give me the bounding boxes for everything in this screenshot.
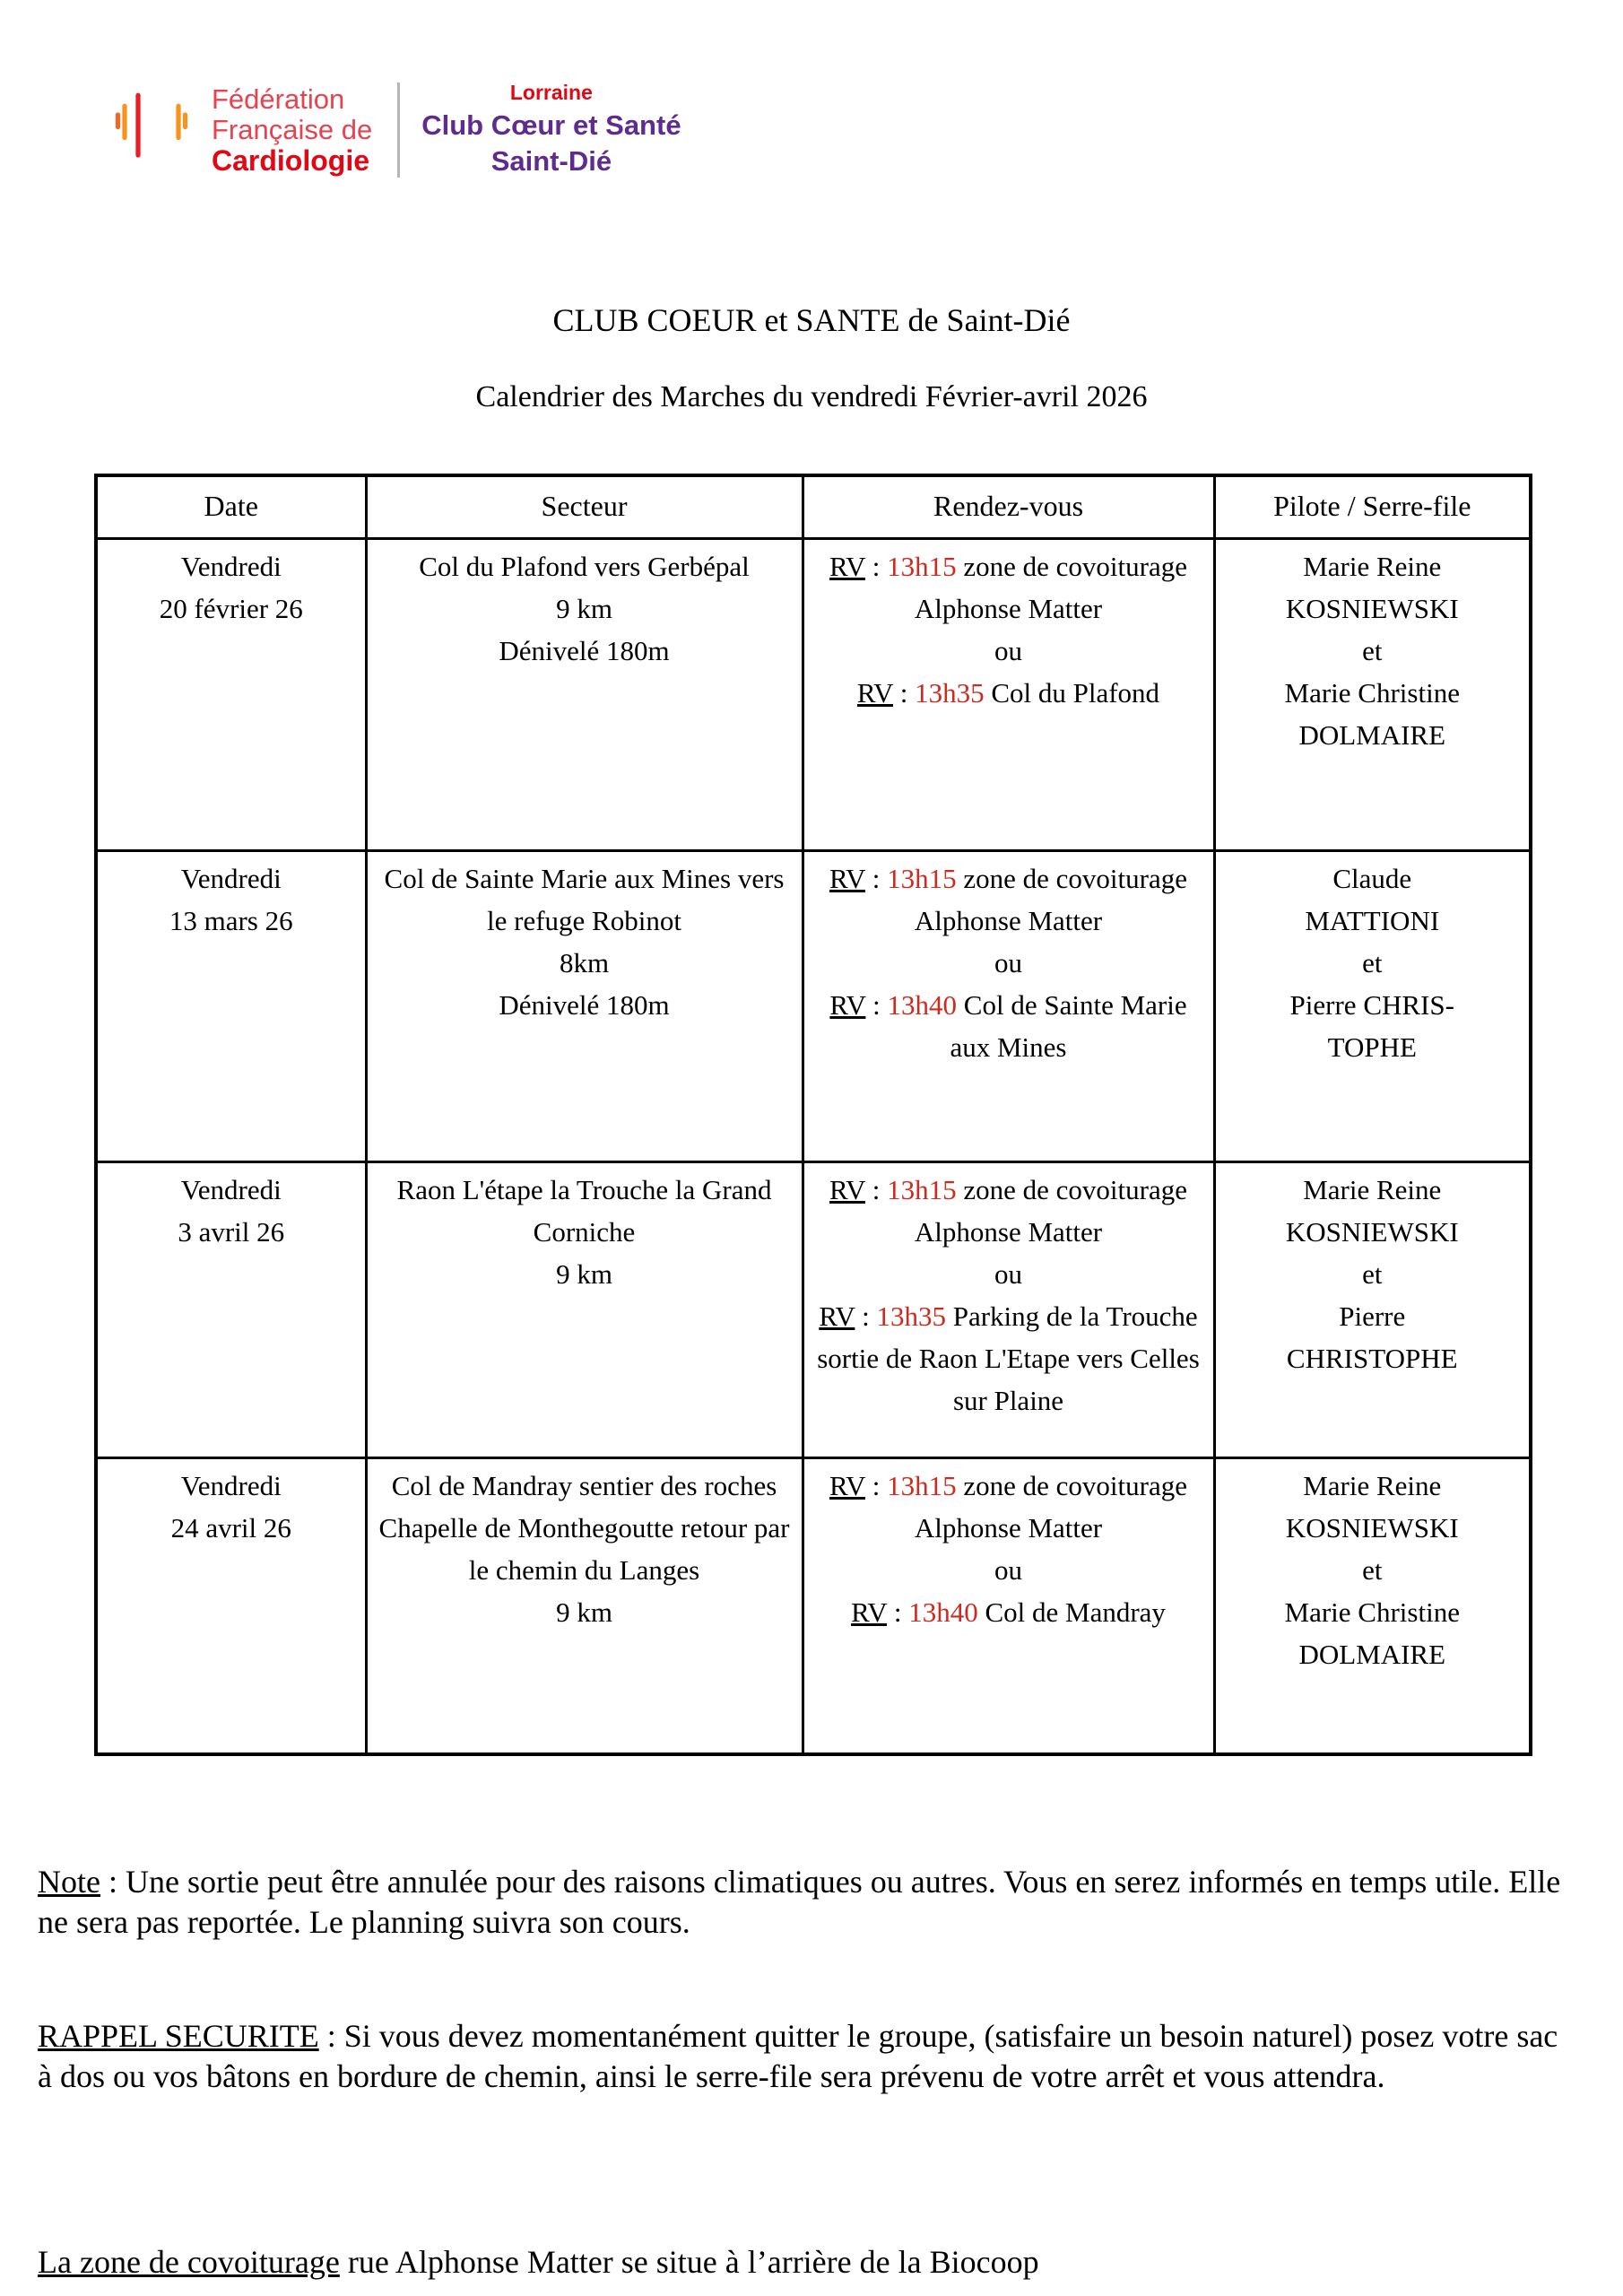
- rappel-securite-paragraph: [38, 2016, 1569, 2097]
- rendezvous-option-1: [812, 1169, 1206, 1253]
- rv-place: zone de covoiturage Alphonse Matter: [914, 551, 1187, 624]
- rv-time: 13h15: [887, 863, 957, 894]
- pilote-line: et: [1362, 1258, 1383, 1290]
- rv-place: Col du Plafond: [984, 677, 1160, 709]
- rendezvous-or: ou: [994, 635, 1022, 666]
- rv-label: RV: [829, 1174, 866, 1205]
- rendezvous-option-1: [812, 857, 1206, 942]
- pilote-line: DOLMAIRE: [1298, 719, 1446, 751]
- rendezvous-option-2: [812, 672, 1206, 714]
- secteur-line: Dénivelé 180m: [499, 989, 670, 1021]
- rendezvous-or: ou: [994, 1554, 1022, 1586]
- pilote-line: Marie Reine: [1303, 1174, 1442, 1205]
- date-cell: [96, 851, 366, 1162]
- secteur-line: Raon L'étape la Trouche la Grand Corniche: [396, 1174, 772, 1248]
- federation-line1: Fédération: [212, 83, 345, 115]
- secteur-line: Chapelle de Monthegoutte retour par le chemin du Langes: [378, 1512, 790, 1586]
- table-header-row: [96, 475, 1531, 539]
- rappel-sep: :: [318, 2018, 344, 2054]
- date-line: 13 mars 26: [169, 905, 293, 936]
- pilote-line: Marie Reine: [1303, 551, 1442, 582]
- page-title: CLUB COEUR et SANTE de Saint-Dié: [552, 302, 1071, 338]
- table-row: [96, 539, 1531, 851]
- rendezvous-option-2: [812, 1295, 1206, 1422]
- header-rendezvous: Rendez-vous: [803, 475, 1214, 539]
- pilote-line: KOSNIEWSKI: [1285, 1216, 1459, 1248]
- rv-colon: :: [892, 677, 916, 709]
- rendezvous-or: ou: [994, 1258, 1022, 1290]
- pilote-cell: [1214, 1162, 1531, 1458]
- page-subtitle: Calendrier des Marches du vendredi Février-avril 2026: [475, 380, 1148, 413]
- rv-colon: :: [865, 989, 888, 1021]
- date-line: Vendredi: [180, 863, 282, 894]
- federation-line3: Cardiologie: [212, 144, 370, 178]
- pilote-line: DOLMAIRE: [1298, 1639, 1446, 1670]
- header-date: Date: [96, 475, 366, 539]
- table-row: [96, 1458, 1531, 1754]
- secteur-cell: [366, 851, 803, 1162]
- pilote-cell: [1214, 851, 1531, 1162]
- rendezvous-option-1: [812, 1465, 1206, 1549]
- pilote-line: et: [1362, 635, 1383, 666]
- note-paragraph: [38, 1862, 1569, 1943]
- rv-time: 13h15: [887, 1470, 957, 1501]
- rv-time: 13h35: [915, 677, 985, 709]
- note-label: Note: [38, 1864, 100, 1900]
- rv-time: 13h40: [908, 1596, 978, 1628]
- pilote-line: Marie Christine: [1284, 677, 1460, 709]
- rv-colon: :: [865, 551, 888, 582]
- rv-place: zone de covoiturage Alphonse Matter: [914, 1174, 1187, 1248]
- pilote-line: KOSNIEWSKI: [1285, 593, 1459, 624]
- rendezvous-cell: [803, 1162, 1214, 1458]
- rv-label: RV: [829, 863, 866, 894]
- rv-colon: :: [855, 1300, 877, 1332]
- note-text: Une sortie peut être annulée pour des raisons climatiques ou autres. Vous en serez informés en temps utile. Elle ne sera pas reportée. Le planning suivra son cours.: [38, 1864, 1561, 1940]
- rv-label: RV: [851, 1596, 888, 1628]
- secteur-cell: [366, 539, 803, 851]
- date-line: Vendredi: [180, 551, 282, 582]
- zone-label: La zone de covoiturage: [38, 2244, 340, 2280]
- zone-text: rue Alphonse Matter se situe à l’arrière de la Biocoop: [339, 2244, 1039, 2280]
- rendezvous-cell: [803, 851, 1214, 1162]
- rv-colon: :: [865, 863, 888, 894]
- date-line: 3 avril 26: [178, 1216, 285, 1248]
- secteur-line: Col de Sainte Marie aux Mines vers le refuge Robinot: [384, 863, 785, 936]
- pilote-line: et: [1362, 947, 1383, 978]
- rv-colon: :: [865, 1470, 888, 1501]
- secteur-line: Col du Plafond vers Gerbépal: [419, 551, 750, 582]
- club-region: Lorraine: [509, 81, 593, 104]
- pilote-line: TOPHE: [1327, 1031, 1417, 1063]
- note-sep: :: [100, 1864, 126, 1900]
- rendezvous-option-2: [812, 984, 1206, 1068]
- rappel-text: Si vous devez momentanément quitter le groupe, (satisfaire un besoin naturel) posez votre sac à dos ou vos bâtons en bordure de chemin, ainsi le serre-file sera prévenu de votre arrêt et vous attendra.: [38, 2018, 1558, 2094]
- date-cell: [96, 1162, 366, 1458]
- logo-divider: [397, 83, 400, 178]
- pilote-line: Pierre CHRIS-: [1289, 989, 1454, 1021]
- pilote-line: et: [1362, 1554, 1383, 1586]
- rv-label: RV: [829, 989, 866, 1021]
- rendezvous-option-2: [812, 1591, 1206, 1633]
- calendar-table: [94, 474, 1532, 1756]
- rv-place: Col de Sainte Marie aux Mines: [950, 989, 1187, 1063]
- secteur-line: 8km: [559, 947, 610, 978]
- header-pilote: Pilote / Serre-file: [1214, 475, 1531, 539]
- pilote-line: CHRISTOPHE: [1286, 1343, 1458, 1374]
- rv-place: Parking de la Trouche sortie de Raon L'Etape vers Celles sur Plaine: [817, 1300, 1200, 1416]
- federation-wordmark: [212, 84, 372, 177]
- pilote-line: Marie Christine: [1284, 1596, 1460, 1628]
- pilote-line: Marie Reine: [1303, 1470, 1442, 1501]
- rv-time: 13h35: [876, 1300, 946, 1332]
- date-line: 24 avril 26: [170, 1512, 291, 1544]
- rv-place: zone de covoiturage Alphonse Matter: [914, 1470, 1187, 1544]
- secteur-line: 9 km: [556, 593, 612, 624]
- pilote-cell: [1214, 1458, 1531, 1754]
- club-wordmark: [421, 81, 681, 180]
- rv-colon: :: [887, 1596, 909, 1628]
- pilote-line: MATTIONI: [1305, 905, 1440, 936]
- rv-time: 13h15: [887, 551, 957, 582]
- pilote-line: Pierre: [1339, 1300, 1406, 1332]
- pilote-line: KOSNIEWSKI: [1285, 1512, 1459, 1544]
- date-cell: [96, 539, 366, 851]
- secteur-line: Col de Mandray sentier des roches: [391, 1470, 777, 1501]
- date-line: 20 février 26: [159, 593, 303, 624]
- rv-label: RV: [829, 551, 866, 582]
- rv-time: 13h15: [887, 1174, 957, 1205]
- rendezvous-or: ou: [994, 947, 1022, 978]
- federation-line2: Française de: [212, 114, 373, 146]
- rendezvous-option-1: [812, 545, 1206, 630]
- ffc-logo: [111, 77, 681, 185]
- rv-label: RV: [819, 1300, 855, 1332]
- secteur-line: 9 km: [556, 1596, 612, 1628]
- rendezvous-cell: [803, 539, 1214, 851]
- covoiturage-zone-paragraph: [38, 2242, 1569, 2283]
- ffc-heart-icon: [111, 77, 192, 185]
- rv-place: zone de covoiturage Alphonse Matter: [914, 863, 1187, 936]
- secteur-line: 9 km: [556, 1258, 612, 1290]
- table-row: [96, 1162, 1531, 1458]
- rv-colon: :: [865, 1174, 888, 1205]
- date-cell: [96, 1458, 366, 1754]
- rv-time: 13h40: [887, 989, 958, 1021]
- secteur-cell: [366, 1458, 803, 1754]
- table-row: [96, 851, 1531, 1162]
- header-secteur: Secteur: [366, 475, 803, 539]
- pilote-line: Claude: [1332, 863, 1412, 894]
- pilote-cell: [1214, 539, 1531, 851]
- club-city: Saint-Dié: [490, 145, 612, 178]
- date-line: Vendredi: [180, 1174, 282, 1205]
- secteur-cell: [366, 1162, 803, 1458]
- date-line: Vendredi: [180, 1470, 282, 1501]
- rv-place: Col de Mandray: [977, 1596, 1166, 1628]
- rv-label: RV: [829, 1470, 866, 1501]
- rappel-label: RAPPEL SECURITE: [38, 2018, 319, 2054]
- secteur-line: Dénivelé 180m: [499, 635, 670, 666]
- club-name: Club Cœur et Santé: [421, 109, 681, 141]
- rendezvous-cell: [803, 1458, 1214, 1754]
- rv-label: RV: [856, 677, 893, 709]
